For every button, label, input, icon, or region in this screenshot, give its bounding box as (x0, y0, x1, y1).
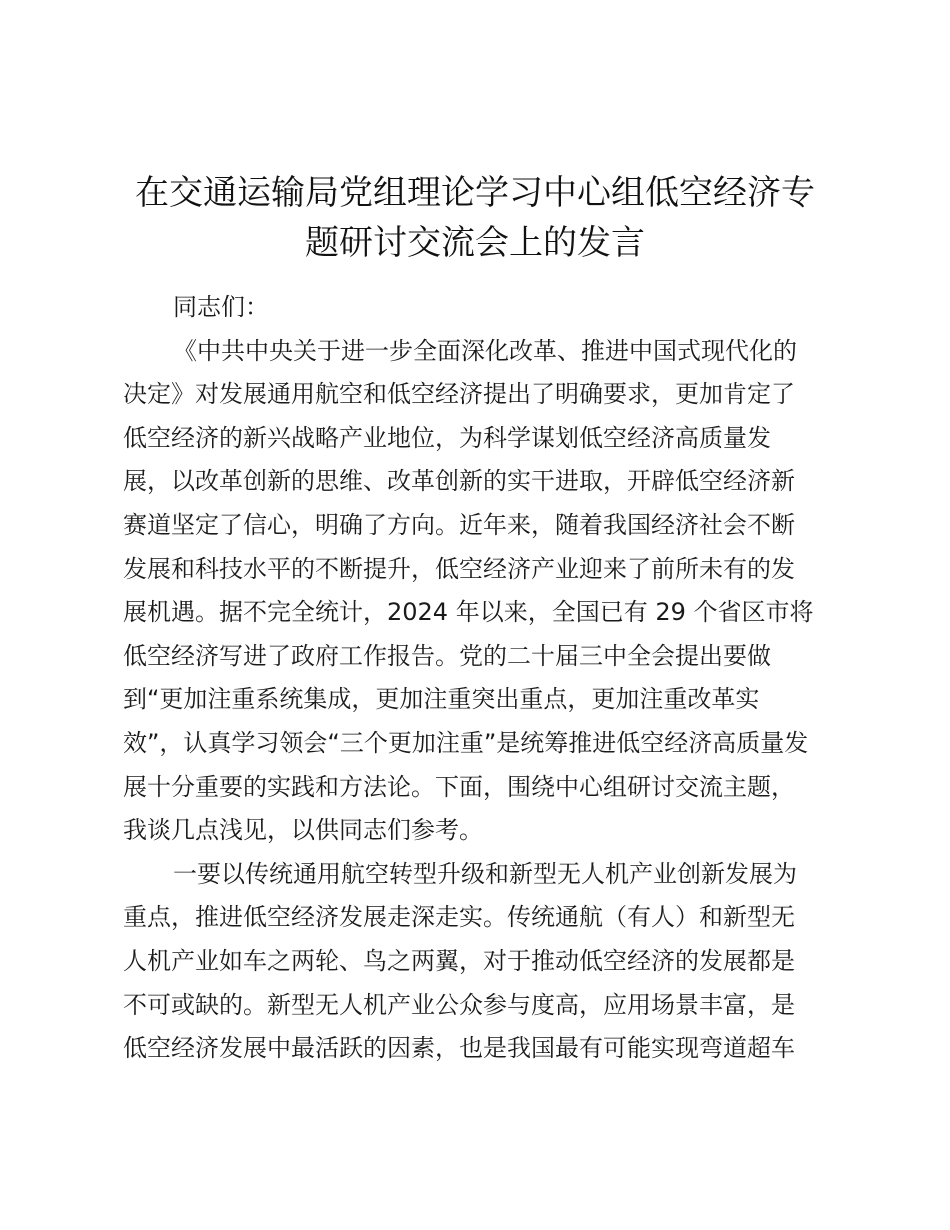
text-line: 不可或缺的。新型无人机产业公众参与度高，应用场景丰富，是 (123, 990, 795, 1019)
text-line: 人机产业如车之两轮、鸟之两翼，对于推动低空经济的发展都是 (123, 946, 795, 975)
document-body (123, 286, 843, 1071)
text-line: 低空经济写进了政府工作报告。党的二十届三中全会提出要做 (123, 641, 771, 670)
text-line: 赛道坚定了信心，明确了方向。近年来，随着我国经济社会不断 (123, 510, 795, 539)
text-line: 一要以传统通用航空转型升级和新型无人机产业创新发展为 (173, 859, 797, 888)
text-line: 我谈几点浅见，以供同志们参考。 (123, 816, 483, 845)
text-line: 同志们： (173, 293, 269, 321)
text-line: 展机遇。据不完全统计，2024 年以来，全国已有 29 个省区市将 (123, 598, 814, 627)
document-title (110, 168, 840, 268)
text-line: 发展和科技水平的不断提升，低空经济产业迎来了前所未有的发 (123, 554, 795, 583)
text-line: 展，以改革创新的思维、改革创新的实干进取，开辟低空经济新 (123, 467, 795, 496)
title-line: 在交通运输局党组理论学习中心组低空经济专 (135, 173, 815, 213)
text-line: 决定》对发展通用航空和低空经济提出了明确要求，更加肯定了 (123, 380, 795, 409)
text-line: 低空经济的新兴战略产业地位，为科学谋划低空经济高质量发 (123, 423, 771, 452)
text-line: 展十分重要的实践和方法论。下面，围绕中心组研讨交流主题， (123, 772, 795, 801)
text-line: 《中共中央关于进一步全面深化改革、推进中国式现代化的 (173, 336, 797, 365)
title-line: 题研讨交流会上的发言 (305, 223, 645, 263)
text-line: 重点，推进低空经济发展走深走实。传统通航（有人）和新型无 (123, 903, 795, 932)
text-line: 低空经济发展中最活跃的因素，也是我国最有可能实现弯道超车 (123, 1034, 795, 1063)
text-line: 效”，认真学习领会“三个更加注重”是统筹推进低空经济高质量发 (123, 728, 809, 757)
text-line: 到“更加注重系统集成，更加注重突出重点，更加注重改革实 (123, 685, 760, 714)
